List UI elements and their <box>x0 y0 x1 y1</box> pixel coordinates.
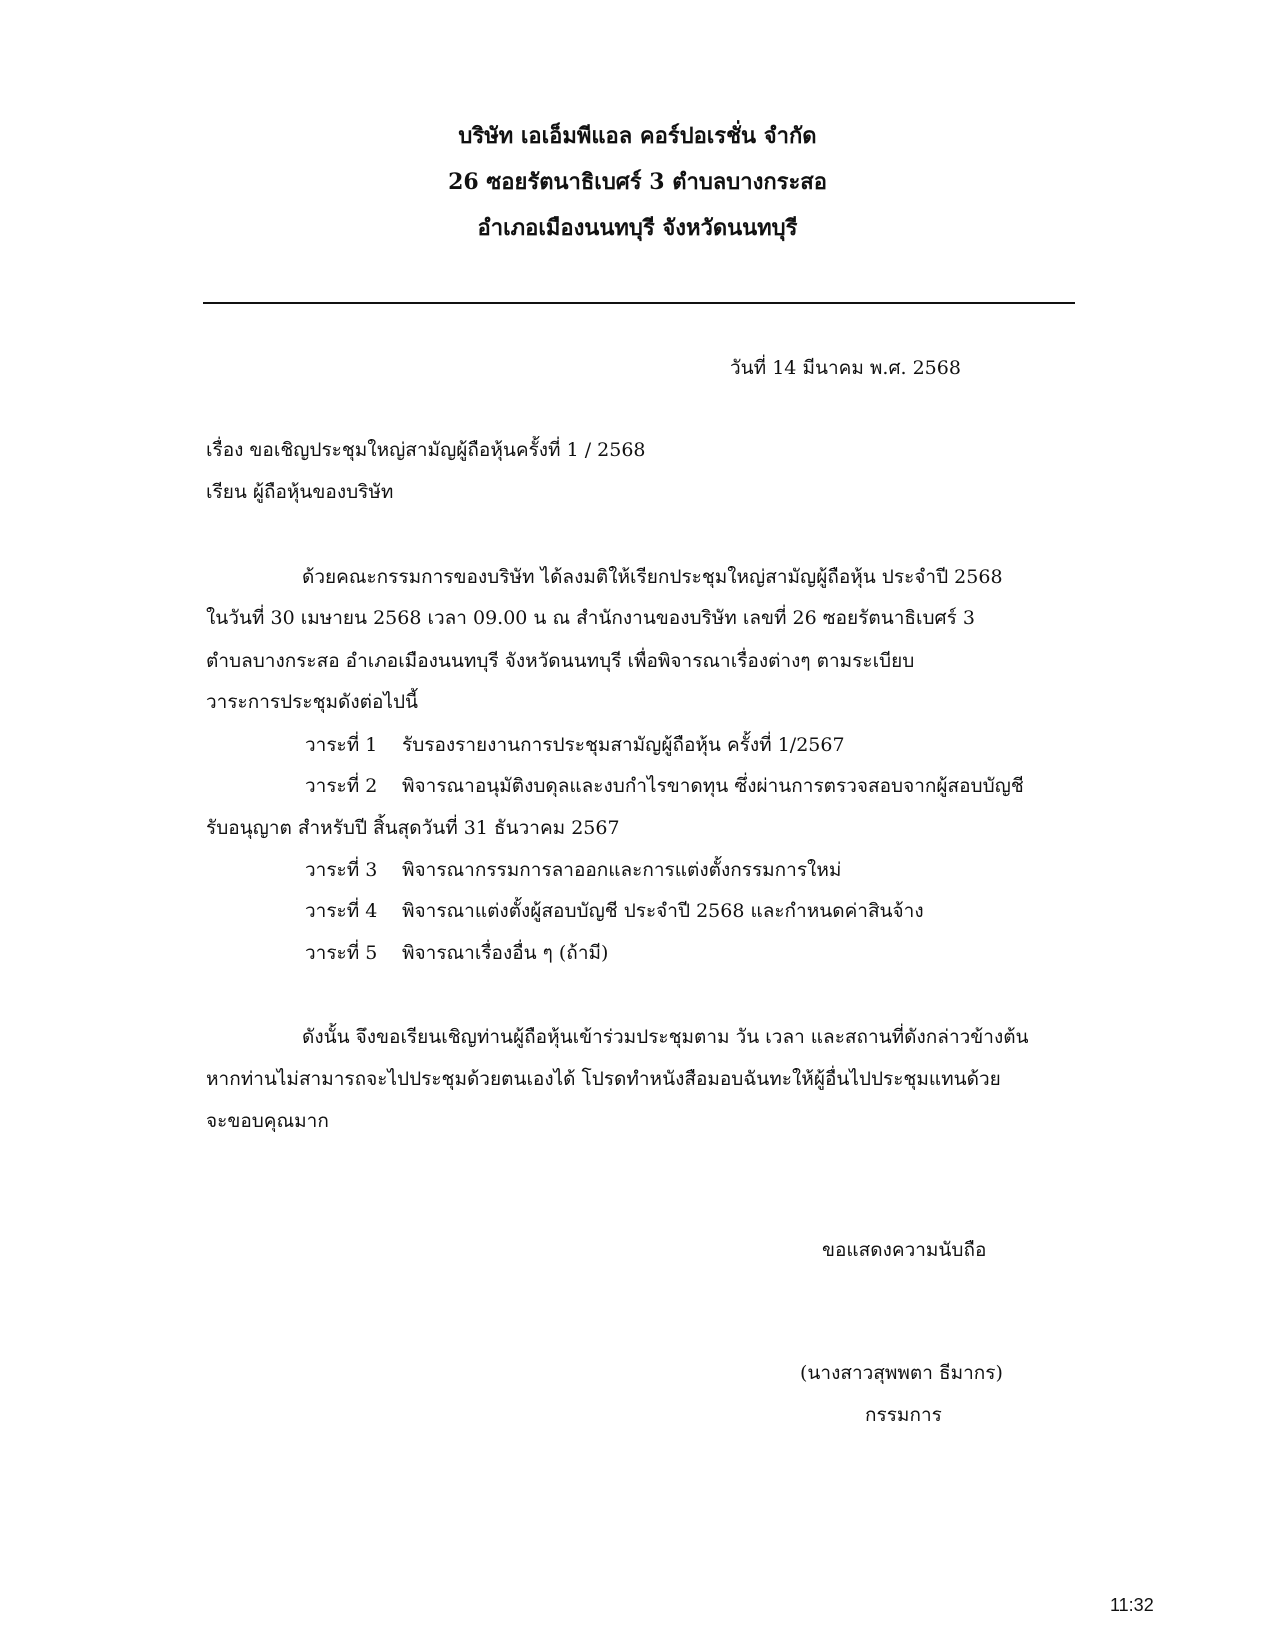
signer-title: กรรมการ <box>865 1404 942 1426</box>
agenda-text-5: พิจารณาเรื่องอื่น ๆ (ถ้ามี) <box>402 942 609 964</box>
intro-line: วาระการประชุมดังต่อไปนี้ <box>206 691 418 713</box>
agenda-label-2: วาระที่ 2 <box>305 775 378 797</box>
conclusion-line: ดังนั้น จึงขอเรียนเชิญท่านผู้ถือหุ้นเข้าร่วมประชุมตาม วัน เวลา และสถานที่ดังกล่าวข้างต้น <box>302 1026 1029 1048</box>
agenda-label-3: วาระที่ 3 <box>305 859 378 881</box>
company-address-line-1: 26 ซอยรัตนาธิเบศร์ 3 ตำบลบางกระสอ <box>448 169 827 195</box>
conclusion-line: หากท่านไม่สามารถจะไปประชุมด้วยตนเองได้ โปรดทำหนังสือมอบฉันทะให้ผู้อื่นไปประชุมแทนด้วย <box>206 1068 1001 1090</box>
agenda-label-1: วาระที่ 1 <box>305 734 378 756</box>
header-divider <box>203 302 1075 304</box>
agenda-label-5: วาระที่ 5 <box>305 942 378 964</box>
agenda-text-3: พิจารณากรรมการลาออกและการแต่งตั้งกรรมการใหม่ <box>402 859 842 881</box>
letter-subject: เรื่อง ขอเชิญประชุมใหญ่สามัญผู้ถือหุ้นครั้งที่ 1 / 2568 <box>206 439 646 461</box>
signer-name: (นางสาวสุพพตา ธีมากร) <box>800 1362 1003 1384</box>
agenda-text-2-continuation: รับอนุญาต สำหรับปี สิ้นสุดวันที่ 31 ธันวาคม 2567 <box>206 817 620 839</box>
agenda-text-1: รับรองรายงานการประชุมสามัญผู้ถือหุ้น ครั้งที่ 1/2567 <box>402 734 845 756</box>
footer-time: 11:32 <box>1110 1595 1154 1615</box>
intro-line: ตำบลบางกระสอ อำเภอเมืองนนทบุรี จังหวัดนนทบุรี เพื่อพิจารณาเรื่องต่างๆ ตามระเบียบ <box>206 650 915 672</box>
company-address-line-2: อำเภอเมืองนนทบุรี จังหวัดนนทบุรี <box>477 215 798 241</box>
letter-recipient: เรียน ผู้ถือหุ้นของบริษัท <box>206 481 394 503</box>
company-name: บริษัท เอเอ็มพีแอล คอร์ปอเรชั่น จำกัด <box>458 123 817 149</box>
intro-line: ในวันที่ 30 เมษายน 2568 เวลา 09.00 น ณ สำนักงานของบริษัท เลขที่ 26 ซอยรัตนาธิเบศร์ 3 <box>206 607 975 629</box>
letter-date: วันที่ 14 มีนาคม พ.ศ. 2568 <box>730 357 961 379</box>
agenda-label-4: วาระที่ 4 <box>305 900 378 922</box>
intro-line: ด้วยคณะกรรมการของบริษัท ได้ลงมติให้เรียกประชุมใหญ่สามัญผู้ถือหุ้น ประจำปี 2568 <box>302 566 1003 588</box>
agenda-text-4: พิจารณาแต่งตั้งผู้สอบบัญชี ประจำปี 2568 และกำหนดค่าสินจ้าง <box>402 900 924 922</box>
conclusion-line: จะขอบคุณมาก <box>206 1110 329 1132</box>
agenda-text-2: พิจารณาอนุมัติงบดุลและงบกำไรขาดทุน ซึ่งผ่านการตรวจสอบจากผู้สอบบัญชี <box>402 775 1024 797</box>
closing-salutation: ขอแสดงความนับถือ <box>822 1239 987 1261</box>
